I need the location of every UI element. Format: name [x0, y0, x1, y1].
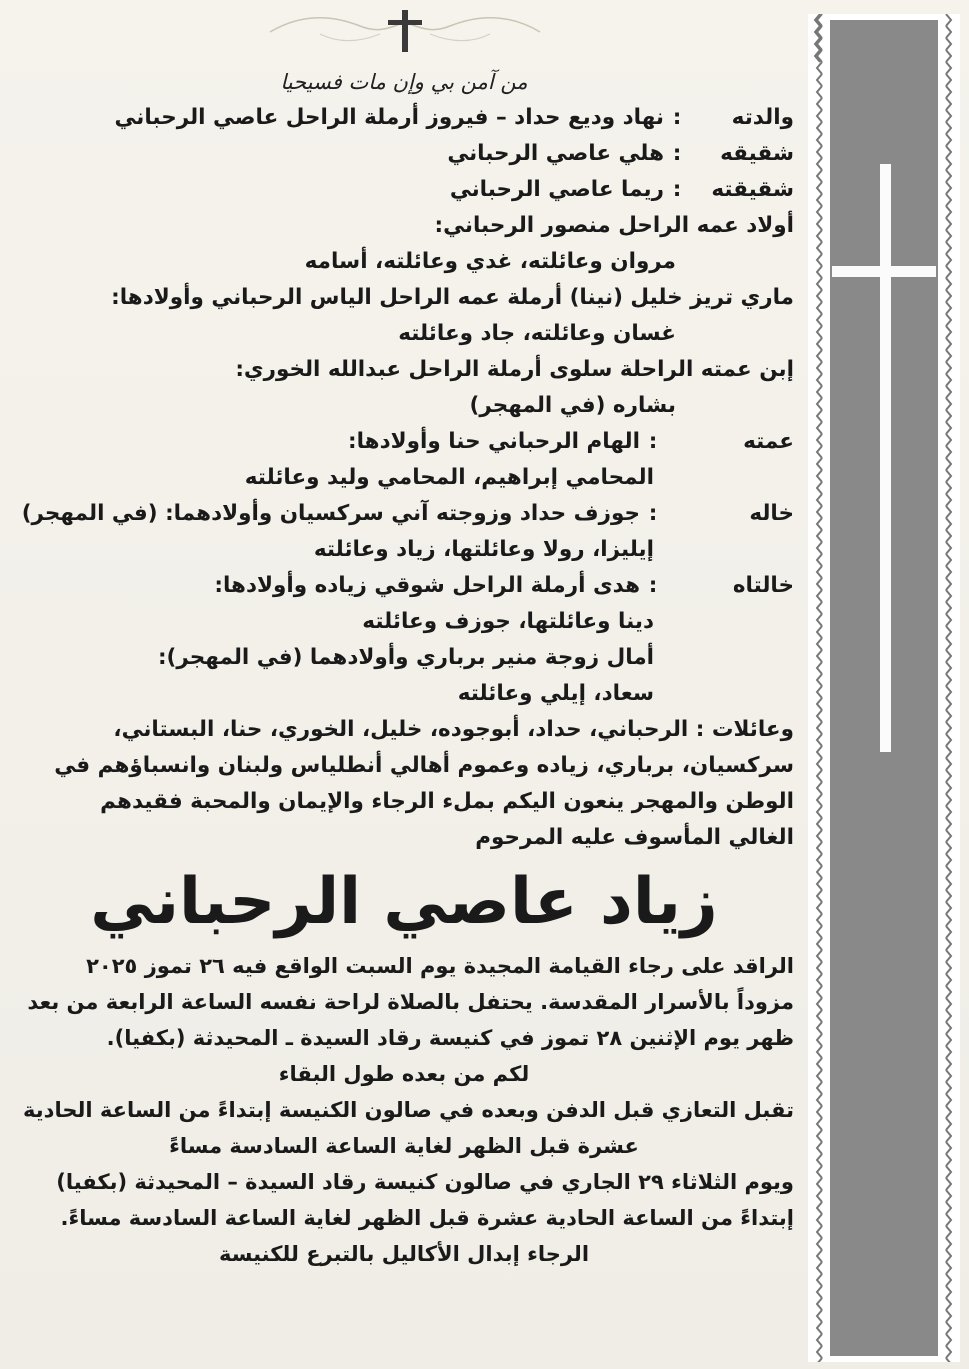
relative-text: جوزف حداد وزوجته آني سركسيان وأولادهما: (في المهجر) — [21, 501, 640, 526]
families-text: الرحباني، حداد، أبوجوده، خليل، الخوري، حنا، البستاني، — [113, 717, 689, 742]
relative-text: ريما عاصي الرحباني — [449, 177, 664, 202]
reception-line: ويوم الثلاثاء ٢٩ الجاري في صالون كنيسة رقاد السيدة – المحيدثة (بكفيا) — [56, 1170, 794, 1194]
relative-names: سعاد، إيلي وعائلته — [457, 681, 654, 706]
cousins-names: غسان وعائلته، جاد وعائلته — [398, 321, 676, 346]
cousins-heading: إبن عمته الراحلة سلوى أرملة الراحل عبدالله الخوري: — [235, 357, 794, 382]
relative-text: الهام الرحباني حنا وأولادها: — [348, 429, 640, 454]
cousins-names: مروان وعائلته، غدي وعائلته، أسامه — [304, 249, 676, 274]
body-line: ظهر يوم الإثنين ٢٨ تموز في كنيسة رقاد السيدة ـ المحيدثة (بكفيا). — [106, 1026, 794, 1050]
families-line: سركسيان، برباري، زياده وعموم أهالي أنطلياس ولبنان وانسباؤهم في — [54, 753, 794, 778]
reception-line: تقبل التعازي قبل الدفن وبعده في صالون الكنيسة إبتداءً من الساعة الحادية — [23, 1098, 794, 1122]
relative-label: خالتاه — [732, 573, 794, 598]
cousins-heading: ماري تريز خليل (نينا) أرملة عمه الراحل الياس الرحباني وأولادها: — [111, 285, 794, 310]
relative-aunt: عمته:الهام الرحباني حنا وأولادها: — [14, 424, 794, 460]
reception-line: إبتداءً من الساعة الحادية عشرة قبل الظهر لغاية الساعة السادسة مساءً. — [60, 1206, 794, 1230]
relative-names: إيليزا، رولا وعائلتها، زياد وعائلته — [313, 537, 654, 562]
relative-maternal-aunts: خالتاه:هدى أرملة الراحل شوقي زياده وأولادها: — [14, 568, 794, 604]
relative-sister: شقيقته:ريما عاصي الرحباني — [14, 172, 794, 208]
cross-icon — [880, 164, 891, 752]
zigzag-border-left — [812, 14, 828, 1362]
relative-label: شقيقته — [711, 177, 794, 202]
relative-names: دينا وعائلتها، جوزف وعائلته — [362, 609, 654, 634]
decorative-band — [808, 14, 960, 1362]
relative-text: هدى أرملة الراحل شوقي زياده وأولادها: — [214, 573, 640, 598]
body-line: الراقد على رجاء القيامة المجيدة يوم السبت الواقع فيه ٢٦ تموز ٢٠٢٥ — [86, 954, 794, 978]
body-line: مزوداً بالأسرار المقدسة. يحتفل بالصلاة لراحة نفسه الساعة الرابعة من بعد — [27, 990, 794, 1014]
families-line: الوطن والمهجر ينعون اليكم بملء الرجاء والإيمان والمحبة فقيدهم — [100, 789, 794, 814]
families-label: وعائلات — [711, 717, 794, 742]
obituary-text — [14, 60, 794, 1272]
zigzag-border-right — [940, 14, 956, 1362]
closing-line: الرجاء إبدال الأكاليل بالتبرع للكنيسة — [218, 1242, 590, 1266]
families-line: وعائلات : الرحباني، حداد، أبوجوده، خليل، الخوري، حنا، البستاني، — [113, 717, 794, 742]
relative-text: هلي عاصي الرحباني — [447, 141, 664, 166]
condolence-line: لكم من بعده طول البقاء — [278, 1062, 530, 1086]
relative-brother: شقيقه:هلي عاصي الرحباني — [14, 136, 794, 172]
relative-label: والدته — [731, 105, 794, 130]
relative-uncle: خاله:جوزف حداد وزوجته آني سركسيان وأولادهما: (في المهجر) — [14, 496, 794, 532]
relative-names: المحامي إبراهيم، المحامي وليد وعائلته — [244, 465, 654, 490]
relative-label: عمته — [743, 429, 794, 454]
relative-mother: والدته:نهاد وديع حداد – فيروز أرملة الراحل عاصي الرحباني — [14, 100, 794, 136]
reception-line: عشرة قبل الظهر لغاية الساعة السادسة مساءً — [169, 1134, 639, 1158]
relative-text: نهاد وديع حداد – فيروز أرملة الراحل عاصي الرحباني — [114, 105, 664, 130]
relative-second: أمال زوجة منير برباري وأولادهما (في المهجر): — [157, 645, 654, 670]
cross-icon-bar — [832, 266, 936, 277]
cousins-heading: أولاد عمه الراحل منصور الرحباني: — [434, 213, 794, 238]
relative-label: خاله — [749, 501, 794, 526]
floral-ornament-icon — [260, 4, 550, 54]
cousins-names: بشاره (في المهجر) — [469, 393, 676, 418]
families-line: الغالي المأسوف عليه المرحوم — [475, 825, 794, 850]
relative-label: شقيقه — [720, 141, 794, 166]
verse: من آمن بي وإن مات فسيحيا — [280, 70, 528, 94]
deceased-name: زياد عاصي الرحباني — [90, 865, 718, 939]
